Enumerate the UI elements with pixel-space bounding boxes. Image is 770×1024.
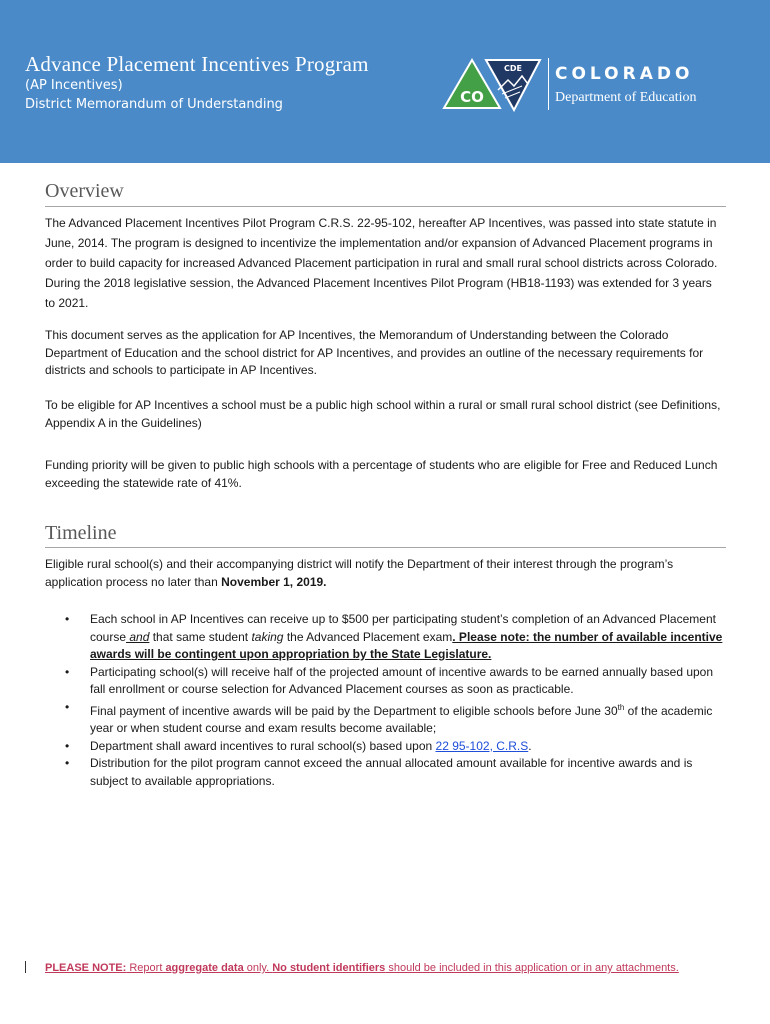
timeline-intro: Eligible rural school(s) and their accompanying district will notify the Department of their interest through the program’s application process no later than November 1, 2019. [45, 557, 674, 589]
overview-rule [45, 206, 726, 207]
header-banner [0, 0, 770, 163]
document-title: Advance Placement Incentives Program [25, 52, 369, 76]
overview-paragraph-4: Funding priority will be given to public high schools with a percentage of students who are eligible for Free and Reduced Lunch exceeding the statewide rate of 41%. [45, 458, 718, 490]
colorado-wordmark: COLORADO [555, 64, 694, 84]
overview-paragraph-2: This document serves as the application for AP Incentives, the Memorandum of Understanding between the Colorado Department of Education and the school district for AP Incentives, and provides an outline of the necessary requirements for districts and schools to participate in AP Incentives. [45, 328, 704, 377]
statute-link[interactable]: 22 95-102, C.R.S [435, 738, 529, 753]
overview-heading: Overview [45, 180, 124, 202]
list-item: • Department shall award incentives to rural school(s) based upon 22 95-102, C.R.S. [65, 738, 532, 753]
overview-paragraph-1: The Advanced Placement Incentives Pilot Program C.R.S. 22-95-102, hereafter AP Incentives, was passed into state statute in June, 2014. The program is designed to incentivize the implementation and/or expansion of Advanced Placement programs in order to build capacity for increased Advanced Placement participation in rural and small rural school districts across Colorado. During the 2018 legislative session, the Advanced Placement Incentives Pilot Program (HB18-1193) was extended for 3 years to 2021. [45, 216, 718, 310]
list-item: • Final payment of incentive awards will be paid by the Department to eligible schools before June 30th of the academic year or when student course and exam results become available; [65, 699, 713, 735]
timeline-list [45, 611, 725, 790]
list-item: • Each school in AP Incentives can receive up to $500 per participating student’s completion of an Advanced Placement course and that same student taking the Advanced Placement exam. Please note: the number of available incentive awards will be contingent upon appropriation by the State Legislature. [65, 612, 723, 661]
timeline-rule [45, 547, 726, 548]
document-subtitle: (AP Incentives) [25, 78, 123, 93]
list-item: • Distribution for the pilot program cannot exceed the annual allocated amount available for incentive awards and is subject to available appropriations. [65, 756, 693, 788]
logo-divider [548, 58, 549, 110]
timeline-heading: Timeline [45, 522, 117, 544]
overview-paragraph-3: To be eligible for AP Incentives a school must be a public high school within a rural or small rural school district (see Definitions, Appendix A in the Guidelines) [45, 398, 721, 430]
logo-badge-text: CDE [504, 64, 522, 73]
cde-logo-icon [442, 56, 542, 112]
footer-note: PLEASE NOTE: Report aggregate data only. No student identifiers should be included in this application or in any attachments. [45, 962, 679, 974]
document-subtitle-2: District Memorandum of Understanding [25, 97, 283, 112]
deadline-date: November 1, 2019. [221, 574, 327, 589]
appropriation-note: . Please note: the number of available incentive awards will be contingent upon appropriation by the State Legislature. [90, 629, 723, 661]
text-cursor-bar [25, 961, 26, 973]
department-name: Department of Education [555, 90, 697, 105]
logo-mark-text: CO [460, 88, 484, 106]
list-item: • Participating school(s) will receive half of the projected amount of incentive awards to be earned annually based upon fall enrollment or course selection for Advanced Placement courses as soon as practicable. [65, 664, 714, 696]
